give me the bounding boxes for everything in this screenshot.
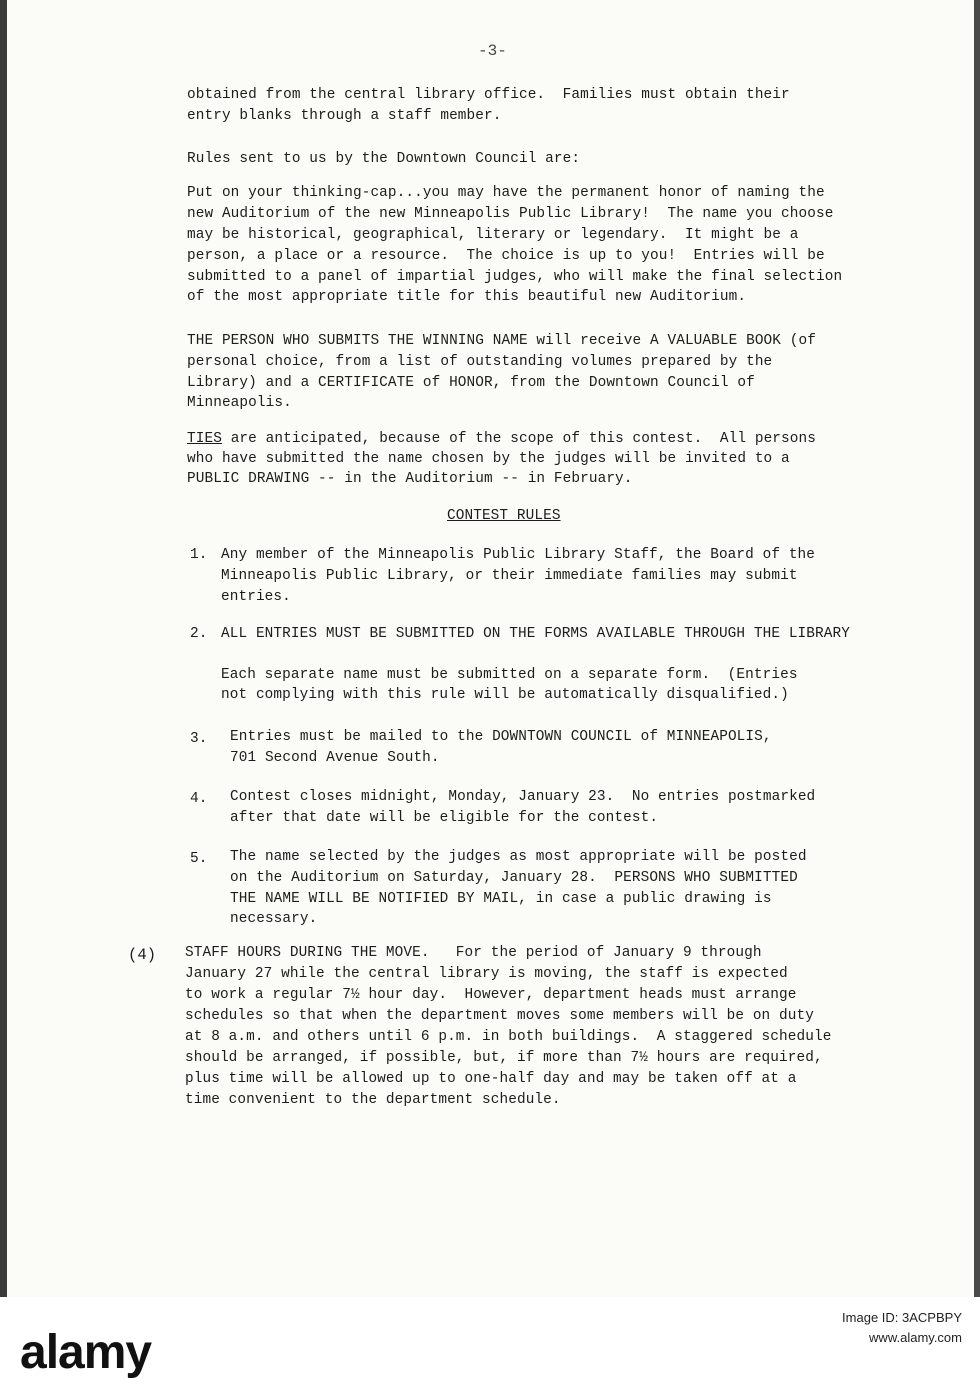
rule-line: not complying with this rule will be automatically disqualified.) bbox=[221, 687, 789, 703]
rule-number: 5. bbox=[190, 851, 208, 867]
section-line: should be arranged, if possible, but, if more than 7½ hours are required, bbox=[185, 1050, 823, 1066]
text-line: THE PERSON WHO SUBMITS THE WINNING NAME will receive A VALUABLE BOOK (of bbox=[187, 333, 816, 349]
text-line: PUBLIC DRAWING -- in the Auditorium -- in February. bbox=[187, 471, 633, 487]
section-line: January 27 while the central library is moving, the staff is expected bbox=[185, 966, 788, 982]
rule-line: on the Auditorium on Saturday, January 28. PERSONS WHO SUBMITTED bbox=[230, 870, 798, 886]
rule-line: entries. bbox=[221, 589, 291, 605]
text-line: Minneapolis. bbox=[187, 395, 292, 411]
text-line: who have submitted the name chosen by the judges will be invited to a bbox=[187, 451, 790, 467]
text-line: person, a place or a resource. The choice is up to you! Entries will be bbox=[187, 248, 825, 264]
rule-line: after that date will be eligible for the contest. bbox=[230, 810, 659, 826]
image-id-label: Image ID: 3ACPBPY bbox=[842, 1310, 962, 1325]
section-line: STAFF HOURS DURING THE MOVE. For the period of January 9 through bbox=[185, 945, 762, 961]
rule-line: Each separate name must be submitted on a separate form. (Entries bbox=[221, 667, 798, 683]
text-line bbox=[187, 432, 816, 446]
text-line: Rules sent to us by the Downtown Council are: bbox=[187, 151, 581, 167]
image-id-block bbox=[842, 1308, 962, 1347]
ties-underlined: TIES bbox=[187, 431, 222, 447]
rule-line: THE NAME WILL BE NOTIFIED BY MAIL, in case a public drawing is bbox=[230, 891, 772, 907]
rule-line: 701 Second Avenue South. bbox=[230, 750, 440, 766]
text-line: of the most appropriate title for this beautiful new Auditorium. bbox=[187, 289, 747, 305]
rule-line: Minneapolis Public Library, or their immediate families may submit bbox=[221, 568, 798, 584]
contest-rules-heading: CONTEST RULES bbox=[447, 508, 561, 524]
rule-line: The name selected by the judges as most appropriate will be posted bbox=[230, 849, 807, 865]
rule-number: 1. bbox=[190, 547, 208, 563]
rule-number: 3. bbox=[190, 731, 208, 747]
rule-number: 4. bbox=[190, 791, 208, 807]
site-url: www.alamy.com bbox=[869, 1329, 962, 1345]
rule-number: 2. bbox=[190, 626, 208, 642]
section-line: at 8 a.m. and others until 6 p.m. in both buildings. A staggered schedule bbox=[185, 1029, 832, 1045]
section-line: to work a regular 7½ hour day. However, department heads must arrange bbox=[185, 987, 797, 1003]
section-line: plus time will be allowed up to one-half day and may be taken off at a bbox=[185, 1071, 797, 1087]
text-line: Put on your thinking-cap...you may have the permanent honor of naming the bbox=[187, 185, 825, 201]
section-line: time convenient to the department schedule. bbox=[185, 1092, 561, 1108]
rule-line: Contest closes midnight, Monday, January 23. No entries postmarked bbox=[230, 789, 816, 805]
text-line: obtained from the central library office. Families must obtain their bbox=[187, 87, 790, 103]
text-line: submitted to a panel of impartial judges, who will make the final selection bbox=[187, 269, 843, 285]
section-number: (4) bbox=[128, 946, 157, 964]
text-line: personal choice, from a list of outstanding volumes prepared by the bbox=[187, 354, 773, 370]
rule-line: ALL ENTRIES MUST BE SUBMITTED ON THE FORMS AVAILABLE THROUGH THE LIBRARY bbox=[221, 626, 850, 642]
section-line: schedules so that when the department moves some members will be on duty bbox=[185, 1008, 814, 1024]
rule-line: Any member of the Minneapolis Public Library Staff, the Board of the bbox=[221, 547, 816, 563]
text-line: entry blanks through a staff member. bbox=[187, 108, 502, 124]
rule-line: Entries must be mailed to the DOWNTOWN COUNCIL of MINNEAPOLIS, bbox=[230, 729, 772, 745]
rule-line: necessary. bbox=[230, 911, 318, 927]
text-line: may be historical, geographical, literary or legendary. It might be a bbox=[187, 227, 799, 243]
text-span: are anticipated, because of the scope of this contest. All persons bbox=[221, 431, 816, 447]
page-number: -3- bbox=[478, 42, 507, 60]
text-line: Library) and a CERTIFICATE of HONOR, from the Downtown Council of bbox=[187, 375, 755, 391]
text-line: new Auditorium of the new Minneapolis Public Library! The name you choose bbox=[187, 206, 834, 222]
alamy-logo: alamy bbox=[20, 1326, 152, 1379]
